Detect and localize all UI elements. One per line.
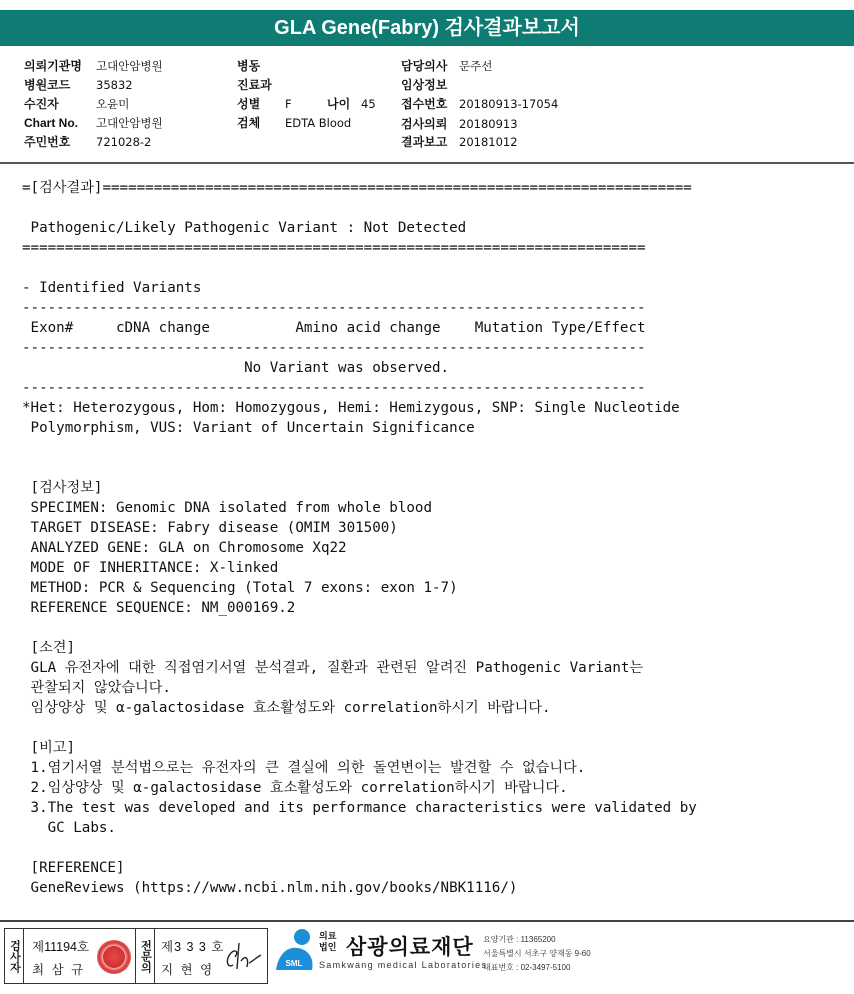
report-line <box>22 718 697 738</box>
field-label: Chart No. <box>24 116 78 130</box>
report-line: [검사정보] <box>22 480 103 496</box>
specialist-label-text: 전문의 <box>139 939 152 973</box>
sml-logo-icon <box>272 926 318 974</box>
specialist-name: 지 현 영 <box>161 963 215 977</box>
header-row-chart-no <box>24 115 163 131</box>
field-value: 고대안암병원 <box>96 59 163 73</box>
field-value: 고대안암병원 <box>96 116 163 130</box>
field-label: 결과보고 <box>401 135 448 149</box>
report-line <box>22 618 697 638</box>
report-line: ========================================================================= <box>22 240 646 256</box>
field-value: 20180913 <box>459 117 518 131</box>
report-line: GLA 유전자에 대한 직접염기서열 분석결과, 질환과 관련된 알려진 Pathogenic Variant는 <box>22 660 644 676</box>
field-value: 35832 <box>96 78 133 92</box>
header-row-ward <box>237 57 285 74</box>
report-line: *Het: Heterozygous, Hom: Homozygous, Hemi: Hemizygous, SNP: Single Nucleotide <box>22 400 680 416</box>
report-line: - Identified Variants <box>22 280 202 296</box>
report-line: SPECIMEN: Genomic DNA isolated from whole blood <box>22 500 432 516</box>
field-label: 검체 <box>237 116 261 130</box>
field-label: 주민번호 <box>24 135 71 149</box>
report-line: Pathogenic/Likely Pathogenic Variant : Not Detected <box>22 220 467 236</box>
field-value: 문주선 <box>459 59 493 73</box>
report-line: GeneReviews (https://www.ncbi.nlm.nih.gov/books/NBK1116/) <box>22 880 518 896</box>
report-line <box>22 258 697 278</box>
report-line <box>22 438 697 458</box>
examiner-label <box>5 929 24 983</box>
signature-footer <box>0 920 854 994</box>
org-phone: 대표번호 : 02-3497-5100 <box>483 963 571 972</box>
report-line: =[검사결과]===================================================================== <box>22 180 692 196</box>
field-label: 담당의사 <box>401 59 448 73</box>
report-line: ------------------------------------------------------------------------- <box>22 380 646 396</box>
report-line: No Variant was observed. <box>22 360 450 376</box>
report-line: MODE OF INHERITANCE: X-linked <box>22 560 279 576</box>
examiner-license: 제11194호 <box>32 940 90 954</box>
report-line: 임상양상 및 α-galactosidase 효소활성도와 correlation하시기 바랍니다. <box>22 700 551 716</box>
report-line <box>22 838 697 858</box>
header-row-department <box>237 76 285 93</box>
field-value: EDTA Blood <box>285 116 352 130</box>
header-row-reception-no <box>401 95 558 112</box>
specialist-license: 제3 3 3 호 <box>161 940 225 954</box>
report-body <box>22 178 697 898</box>
report-line: 3.The test was developed and its performance characteristics were validated by <box>22 800 697 816</box>
report-line: REFERENCE SEQUENCE: NM_000169.2 <box>22 600 296 616</box>
header-row-institution <box>24 57 163 74</box>
header-row-clinical-info <box>401 76 459 93</box>
report-line: GC Labs. <box>22 820 116 836</box>
report-title: GLA Gene(Fabry) 검사결과보고서 <box>0 10 854 46</box>
org-name: 삼광의료재단 <box>346 936 474 959</box>
header-row-doctor <box>401 57 492 74</box>
report-line: TARGET DISEASE: Fabry disease (OMIM 301500) <box>22 520 398 536</box>
examiner-label-text: 검사자 <box>8 939 21 973</box>
field-label: 접수번호 <box>401 97 448 111</box>
report-line: [REFERENCE] <box>22 860 125 876</box>
report-line: METHOD: PCR & Sequencing (Total 7 exons: exon 1-7) <box>22 580 458 596</box>
header-row-report-date <box>401 133 518 150</box>
logo-text: SML <box>285 959 303 968</box>
age-label: 나이 <box>327 97 351 111</box>
report-line: [비고] <box>22 740 76 756</box>
header-row-patient <box>24 95 129 112</box>
org-prefix: 의료 법인 <box>319 931 337 952</box>
examiner-name: 최 삼 규 <box>32 963 86 977</box>
field-label: 병동 <box>237 59 261 73</box>
report-line: 2.임상양상 및 α-galactosidase 효소활성도와 correlation하시기 바랍니다. <box>22 780 568 796</box>
report-line: [소견] <box>22 640 76 656</box>
report-line <box>22 198 697 218</box>
header-row-hospital-code <box>24 76 133 93</box>
header-row-resident-no <box>24 133 151 150</box>
patient-header <box>0 50 854 164</box>
age-value: 45 <box>361 97 376 111</box>
signature-box <box>4 928 268 984</box>
report-line: Exon# cDNA change Amino acid change Mutation Type/Effect <box>22 320 646 336</box>
report-line: Polymorphism, VUS: Variant of Uncertain Significance <box>22 420 475 436</box>
field-value: F <box>285 97 292 111</box>
report-line: ------------------------------------------------------------------------- <box>22 300 646 316</box>
signature-icon <box>223 939 265 975</box>
field-value: 오윤미 <box>96 97 130 111</box>
report-line: 1.염기서열 분석법으로는 유전자의 큰 결실에 의한 돌연변이는 발견할 수 없습니다. <box>22 760 586 776</box>
field-value: 20181012 <box>459 135 518 149</box>
field-value: 20180913-17054 <box>459 97 559 111</box>
field-label: 수진자 <box>24 97 59 111</box>
org-address: 서울특별시 서초구 양재동 9-60 <box>483 949 591 958</box>
field-label: 검사의뢰 <box>401 117 448 131</box>
report-line: 관찰되지 않았습니다. <box>22 680 171 696</box>
field-label: 의뢰기관명 <box>24 59 82 73</box>
org-english-name: Samkwang medical Laboratories <box>319 960 488 970</box>
field-label: 임상정보 <box>401 78 448 92</box>
seal-stamp-icon <box>97 940 131 974</box>
header-row-request-date <box>401 115 518 132</box>
field-label: 병원코드 <box>24 78 71 92</box>
report-line <box>22 458 697 478</box>
header-row-sex <box>237 95 376 112</box>
specialist-label <box>135 929 155 983</box>
field-value: 721028-2 <box>96 135 152 149</box>
header-row-specimen <box>237 114 351 131</box>
org-code: 요양기관 : 11365200 <box>483 935 556 944</box>
field-label: 성별 <box>237 97 261 111</box>
report-line: ------------------------------------------------------------------------- <box>22 340 646 356</box>
field-label: 진료과 <box>237 78 272 92</box>
report-line: ANALYZED GENE: GLA on Chromosome Xq22 <box>22 540 347 556</box>
